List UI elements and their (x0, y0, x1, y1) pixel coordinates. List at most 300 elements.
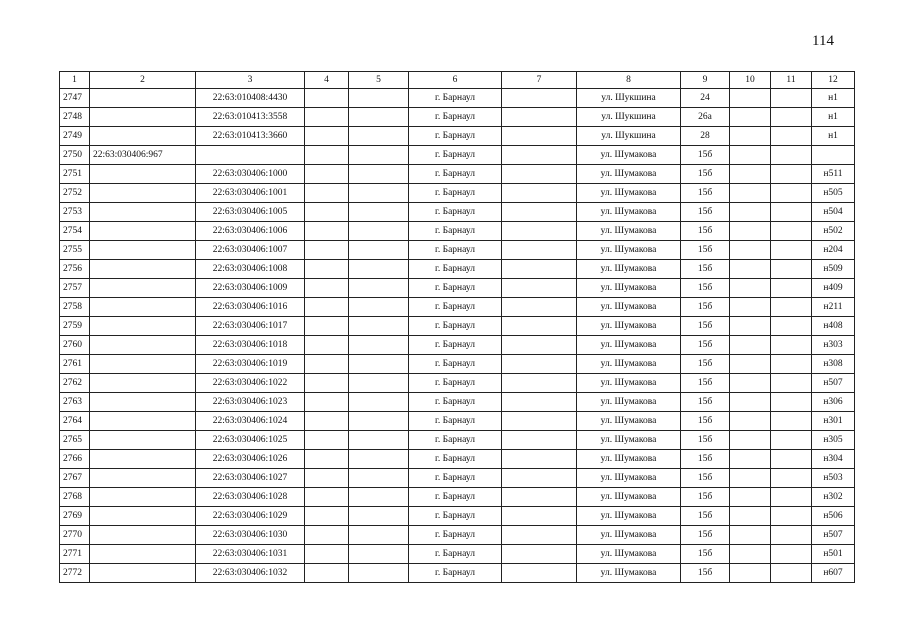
empty-cell (771, 165, 812, 184)
empty-cell (771, 545, 812, 564)
empty-cell (730, 469, 771, 488)
street-cell: ул. Шумакова (577, 545, 681, 564)
empty-cell (771, 260, 812, 279)
empty-cell (730, 241, 771, 260)
street-cell: ул. Шумакова (577, 203, 681, 222)
premises-number-cell: н505 (812, 184, 855, 203)
cadastral-number-cell (90, 488, 196, 507)
street-cell: ул. Шумакова (577, 165, 681, 184)
empty-cell (771, 241, 812, 260)
city-cell: г. Барнаул (409, 564, 502, 583)
empty-cell (305, 203, 349, 222)
column-header: 5 (349, 72, 409, 89)
cadastral-number-cell: 22:63:030406:1007 (196, 241, 305, 260)
house-number-cell: 15б (681, 450, 730, 469)
empty-cell (771, 89, 812, 108)
row-number-cell: 2754 (60, 222, 90, 241)
city-cell: г. Барнаул (409, 298, 502, 317)
page-number: 114 (812, 33, 834, 49)
empty-cell (305, 184, 349, 203)
city-cell: г. Барнаул (409, 545, 502, 564)
column-header: 4 (305, 72, 349, 89)
empty-cell (771, 279, 812, 298)
cadastral-number-cell (90, 564, 196, 583)
empty-cell (305, 127, 349, 146)
empty-cell (771, 317, 812, 336)
register-table (59, 71, 855, 583)
empty-cell (730, 526, 771, 545)
empty-cell (502, 507, 577, 526)
city-cell: г. Барнаул (409, 108, 502, 127)
premises-number-cell: н303 (812, 336, 855, 355)
column-header: 9 (681, 72, 730, 89)
street-cell: ул. Шумакова (577, 431, 681, 450)
cadastral-number-cell: 22:63:030406:1017 (196, 317, 305, 336)
city-cell: г. Барнаул (409, 203, 502, 222)
table-row (60, 317, 855, 336)
premises-number-cell: н507 (812, 526, 855, 545)
table-row (60, 564, 855, 583)
street-cell: ул. Шумакова (577, 336, 681, 355)
row-number-cell: 2760 (60, 336, 90, 355)
house-number-cell: 15б (681, 393, 730, 412)
street-cell: ул. Шумакова (577, 298, 681, 317)
empty-cell (349, 526, 409, 545)
city-cell: г. Барнаул (409, 450, 502, 469)
table-row (60, 279, 855, 298)
empty-cell (771, 203, 812, 222)
cadastral-number-cell (90, 412, 196, 431)
premises-number-cell: н504 (812, 203, 855, 222)
empty-cell (730, 336, 771, 355)
table-row (60, 146, 855, 165)
house-number-cell: 15б (681, 355, 730, 374)
empty-cell (771, 127, 812, 146)
empty-cell (771, 108, 812, 127)
city-cell: г. Барнаул (409, 412, 502, 431)
table-row (60, 488, 855, 507)
premises-number-cell: н507 (812, 374, 855, 393)
cadastral-number-cell: 22:63:030406:1022 (196, 374, 305, 393)
empty-cell (502, 545, 577, 564)
table-row (60, 355, 855, 374)
premises-number-cell: н1 (812, 127, 855, 146)
cadastral-number-cell (90, 89, 196, 108)
street-cell: ул. Шукшина (577, 127, 681, 146)
premises-number-cell: н509 (812, 260, 855, 279)
premises-number-cell: н305 (812, 431, 855, 450)
empty-cell (502, 336, 577, 355)
city-cell: г. Барнаул (409, 374, 502, 393)
city-cell: г. Барнаул (409, 336, 502, 355)
cadastral-number-cell (196, 146, 305, 165)
cadastral-number-cell: 22:63:030406:1032 (196, 564, 305, 583)
street-cell: ул. Шумакова (577, 450, 681, 469)
cadastral-number-cell (90, 507, 196, 526)
row-number-cell: 2763 (60, 393, 90, 412)
empty-cell (305, 450, 349, 469)
table-row (60, 108, 855, 127)
premises-number-cell: н607 (812, 564, 855, 583)
premises-number-cell: н211 (812, 298, 855, 317)
house-number-cell: 15б (681, 317, 730, 336)
row-number-cell: 2752 (60, 184, 90, 203)
empty-cell (305, 355, 349, 374)
city-cell: г. Барнаул (409, 393, 502, 412)
house-number-cell: 15б (681, 146, 730, 165)
cadastral-number-cell (90, 108, 196, 127)
street-cell: ул. Шумакова (577, 469, 681, 488)
empty-cell (305, 469, 349, 488)
row-number-cell: 2757 (60, 279, 90, 298)
empty-cell (349, 222, 409, 241)
cadastral-number-cell: 22:63:030406:1030 (196, 526, 305, 545)
empty-cell (730, 279, 771, 298)
column-number-row (60, 72, 855, 89)
row-number-cell: 2771 (60, 545, 90, 564)
house-number-cell: 15б (681, 260, 730, 279)
house-number-cell: 15б (681, 431, 730, 450)
empty-cell (771, 146, 812, 165)
empty-cell (771, 184, 812, 203)
empty-cell (502, 184, 577, 203)
empty-cell (771, 450, 812, 469)
house-number-cell: 15б (681, 507, 730, 526)
city-cell: г. Барнаул (409, 431, 502, 450)
city-cell: г. Барнаул (409, 260, 502, 279)
premises-number-cell: н408 (812, 317, 855, 336)
street-cell: ул. Шумакова (577, 564, 681, 583)
empty-cell (502, 298, 577, 317)
empty-cell (730, 393, 771, 412)
empty-cell (771, 469, 812, 488)
premises-number-cell: н304 (812, 450, 855, 469)
table-row (60, 374, 855, 393)
table-body (60, 89, 855, 583)
city-cell: г. Барнаул (409, 507, 502, 526)
empty-cell (502, 355, 577, 374)
house-number-cell: 15б (681, 203, 730, 222)
empty-cell (305, 393, 349, 412)
column-header: 1 (60, 72, 90, 89)
empty-cell (730, 108, 771, 127)
house-number-cell: 15б (681, 374, 730, 393)
row-number-cell: 2772 (60, 564, 90, 583)
city-cell: г. Барнаул (409, 222, 502, 241)
empty-cell (502, 279, 577, 298)
street-cell: ул. Шумакова (577, 393, 681, 412)
house-number-cell: 15б (681, 165, 730, 184)
street-cell: ул. Шумакова (577, 317, 681, 336)
empty-cell (305, 298, 349, 317)
empty-cell (730, 89, 771, 108)
empty-cell (730, 564, 771, 583)
cadastral-number-cell: 22:63:030406:1023 (196, 393, 305, 412)
house-number-cell: 15б (681, 298, 730, 317)
table-row (60, 507, 855, 526)
cadastral-number-cell: 22:63:030406:1031 (196, 545, 305, 564)
cadastral-number-cell: 22:63:030406:1008 (196, 260, 305, 279)
empty-cell (502, 108, 577, 127)
empty-cell (349, 89, 409, 108)
house-number-cell: 28 (681, 127, 730, 146)
city-cell: г. Барнаул (409, 146, 502, 165)
empty-cell (730, 374, 771, 393)
cadastral-number-cell: 22:63:030406:1026 (196, 450, 305, 469)
empty-cell (305, 317, 349, 336)
empty-cell (771, 355, 812, 374)
row-number-cell: 2767 (60, 469, 90, 488)
row-number-cell: 2761 (60, 355, 90, 374)
table-row (60, 469, 855, 488)
city-cell: г. Барнаул (409, 526, 502, 545)
empty-cell (349, 336, 409, 355)
cadastral-number-cell (90, 336, 196, 355)
street-cell: ул. Шумакова (577, 488, 681, 507)
cadastral-number-cell (90, 450, 196, 469)
table-row (60, 450, 855, 469)
street-cell: ул. Шумакова (577, 184, 681, 203)
row-number-cell: 2759 (60, 317, 90, 336)
empty-cell (502, 374, 577, 393)
empty-cell (349, 450, 409, 469)
column-header: 8 (577, 72, 681, 89)
house-number-cell: 15б (681, 488, 730, 507)
street-cell: ул. Шумакова (577, 355, 681, 374)
empty-cell (502, 89, 577, 108)
empty-cell (349, 203, 409, 222)
cadastral-number-cell (90, 127, 196, 146)
street-cell: ул. Шумакова (577, 146, 681, 165)
table-row (60, 165, 855, 184)
empty-cell (305, 545, 349, 564)
cadastral-number-cell: 22:63:030406:1005 (196, 203, 305, 222)
empty-cell (349, 431, 409, 450)
premises-number-cell: н204 (812, 241, 855, 260)
house-number-cell: 15б (681, 545, 730, 564)
empty-cell (502, 260, 577, 279)
empty-cell (349, 564, 409, 583)
street-cell: ул. Шумакова (577, 241, 681, 260)
cadastral-number-cell (90, 526, 196, 545)
street-cell: ул. Шумакова (577, 412, 681, 431)
street-cell: ул. Шумакова (577, 374, 681, 393)
column-header: 11 (771, 72, 812, 89)
city-cell: г. Барнаул (409, 241, 502, 260)
premises-number-cell: н302 (812, 488, 855, 507)
empty-cell (349, 469, 409, 488)
city-cell: г. Барнаул (409, 488, 502, 507)
empty-cell (349, 241, 409, 260)
column-header: 12 (812, 72, 855, 89)
city-cell: г. Барнаул (409, 127, 502, 146)
cadastral-number-cell: 22:63:030406:1019 (196, 355, 305, 374)
cadastral-number-cell (90, 203, 196, 222)
empty-cell (771, 412, 812, 431)
cadastral-number-cell (90, 431, 196, 450)
empty-cell (502, 165, 577, 184)
street-cell: ул. Шумакова (577, 507, 681, 526)
cadastral-number-cell: 22:63:010413:3660 (196, 127, 305, 146)
premises-number-cell: н503 (812, 469, 855, 488)
empty-cell (349, 545, 409, 564)
house-number-cell: 15б (681, 564, 730, 583)
cadastral-number-cell: 22:63:010413:3558 (196, 108, 305, 127)
cadastral-number-cell: 22:63:030406:1001 (196, 184, 305, 203)
table-row (60, 241, 855, 260)
empty-cell (502, 241, 577, 260)
empty-cell (771, 374, 812, 393)
empty-cell (349, 374, 409, 393)
cadastral-number-cell: 22:63:030406:1027 (196, 469, 305, 488)
street-cell: ул. Шукшина (577, 89, 681, 108)
city-cell: г. Барнаул (409, 165, 502, 184)
empty-cell (305, 260, 349, 279)
row-number-cell: 2764 (60, 412, 90, 431)
empty-cell (349, 317, 409, 336)
empty-cell (730, 298, 771, 317)
cadastral-number-cell: 22:63:010408:4430 (196, 89, 305, 108)
cadastral-number-cell (90, 393, 196, 412)
row-number-cell: 2766 (60, 450, 90, 469)
table-row (60, 222, 855, 241)
house-number-cell: 15б (681, 526, 730, 545)
empty-cell (730, 165, 771, 184)
cadastral-number-cell: 22:63:030406:1006 (196, 222, 305, 241)
empty-cell (305, 507, 349, 526)
table-row (60, 412, 855, 431)
cadastral-number-cell: 22:63:030406:1024 (196, 412, 305, 431)
row-number-cell: 2755 (60, 241, 90, 260)
cadastral-number-cell: 22:63:030406:1028 (196, 488, 305, 507)
row-number-cell: 2765 (60, 431, 90, 450)
city-cell: г. Барнаул (409, 355, 502, 374)
cadastral-number-cell (90, 184, 196, 203)
empty-cell (305, 241, 349, 260)
row-number-cell: 2751 (60, 165, 90, 184)
empty-cell (349, 507, 409, 526)
empty-cell (349, 393, 409, 412)
empty-cell (349, 488, 409, 507)
empty-cell (730, 317, 771, 336)
row-number-cell: 2749 (60, 127, 90, 146)
empty-cell (502, 526, 577, 545)
empty-cell (305, 412, 349, 431)
empty-cell (502, 564, 577, 583)
cadastral-number-cell: 22:63:030406:1000 (196, 165, 305, 184)
empty-cell (771, 526, 812, 545)
empty-cell (730, 412, 771, 431)
empty-cell (305, 526, 349, 545)
row-number-cell: 2758 (60, 298, 90, 317)
table-row (60, 184, 855, 203)
empty-cell (730, 127, 771, 146)
empty-cell (771, 431, 812, 450)
house-number-cell: 15б (681, 241, 730, 260)
cadastral-number-cell (90, 222, 196, 241)
row-number-cell: 2762 (60, 374, 90, 393)
table-row (60, 203, 855, 222)
empty-cell (305, 165, 349, 184)
empty-cell (502, 203, 577, 222)
empty-cell (502, 222, 577, 241)
empty-cell (730, 488, 771, 507)
row-number-cell: 2748 (60, 108, 90, 127)
column-header: 2 (90, 72, 196, 89)
premises-number-cell (812, 146, 855, 165)
empty-cell (502, 317, 577, 336)
cadastral-number-cell: 22:63:030406:1018 (196, 336, 305, 355)
empty-cell (349, 127, 409, 146)
empty-cell (502, 450, 577, 469)
empty-cell (305, 564, 349, 583)
cadastral-number-cell (90, 298, 196, 317)
empty-cell (502, 146, 577, 165)
cadastral-number-cell: 22:63:030406:1009 (196, 279, 305, 298)
empty-cell (349, 279, 409, 298)
empty-cell (305, 146, 349, 165)
column-header: 10 (730, 72, 771, 89)
house-number-cell: 15б (681, 279, 730, 298)
empty-cell (730, 260, 771, 279)
empty-cell (730, 450, 771, 469)
house-number-cell: 15б (681, 222, 730, 241)
empty-cell (305, 431, 349, 450)
house-number-cell: 15б (681, 469, 730, 488)
street-cell: ул. Шумакова (577, 526, 681, 545)
city-cell: г. Барнаул (409, 317, 502, 336)
empty-cell (349, 146, 409, 165)
empty-cell (305, 279, 349, 298)
row-number-cell: 2756 (60, 260, 90, 279)
premises-number-cell: н506 (812, 507, 855, 526)
empty-cell (730, 146, 771, 165)
premises-number-cell: н501 (812, 545, 855, 564)
empty-cell (502, 127, 577, 146)
empty-cell (730, 203, 771, 222)
empty-cell (730, 222, 771, 241)
premises-number-cell: н308 (812, 355, 855, 374)
empty-cell (305, 108, 349, 127)
row-number-cell: 2750 (60, 146, 90, 165)
city-cell: г. Барнаул (409, 184, 502, 203)
cadastral-number-cell: 22:63:030406:967 (90, 146, 196, 165)
empty-cell (305, 336, 349, 355)
premises-number-cell: н511 (812, 165, 855, 184)
empty-cell (349, 165, 409, 184)
cadastral-number-cell (90, 374, 196, 393)
empty-cell (730, 431, 771, 450)
house-number-cell: 15б (681, 336, 730, 355)
cadastral-number-cell: 22:63:030406:1029 (196, 507, 305, 526)
cadastral-number-cell (90, 355, 196, 374)
empty-cell (771, 336, 812, 355)
cadastral-number-cell (90, 165, 196, 184)
premises-number-cell: н409 (812, 279, 855, 298)
cadastral-number-cell: 22:63:030406:1016 (196, 298, 305, 317)
cadastral-number-cell (90, 260, 196, 279)
table-row (60, 260, 855, 279)
empty-cell (730, 507, 771, 526)
empty-cell (771, 507, 812, 526)
empty-cell (349, 108, 409, 127)
cadastral-number-cell (90, 545, 196, 564)
house-number-cell: 26а (681, 108, 730, 127)
empty-cell (349, 260, 409, 279)
column-header: 3 (196, 72, 305, 89)
empty-cell (730, 184, 771, 203)
empty-cell (305, 488, 349, 507)
